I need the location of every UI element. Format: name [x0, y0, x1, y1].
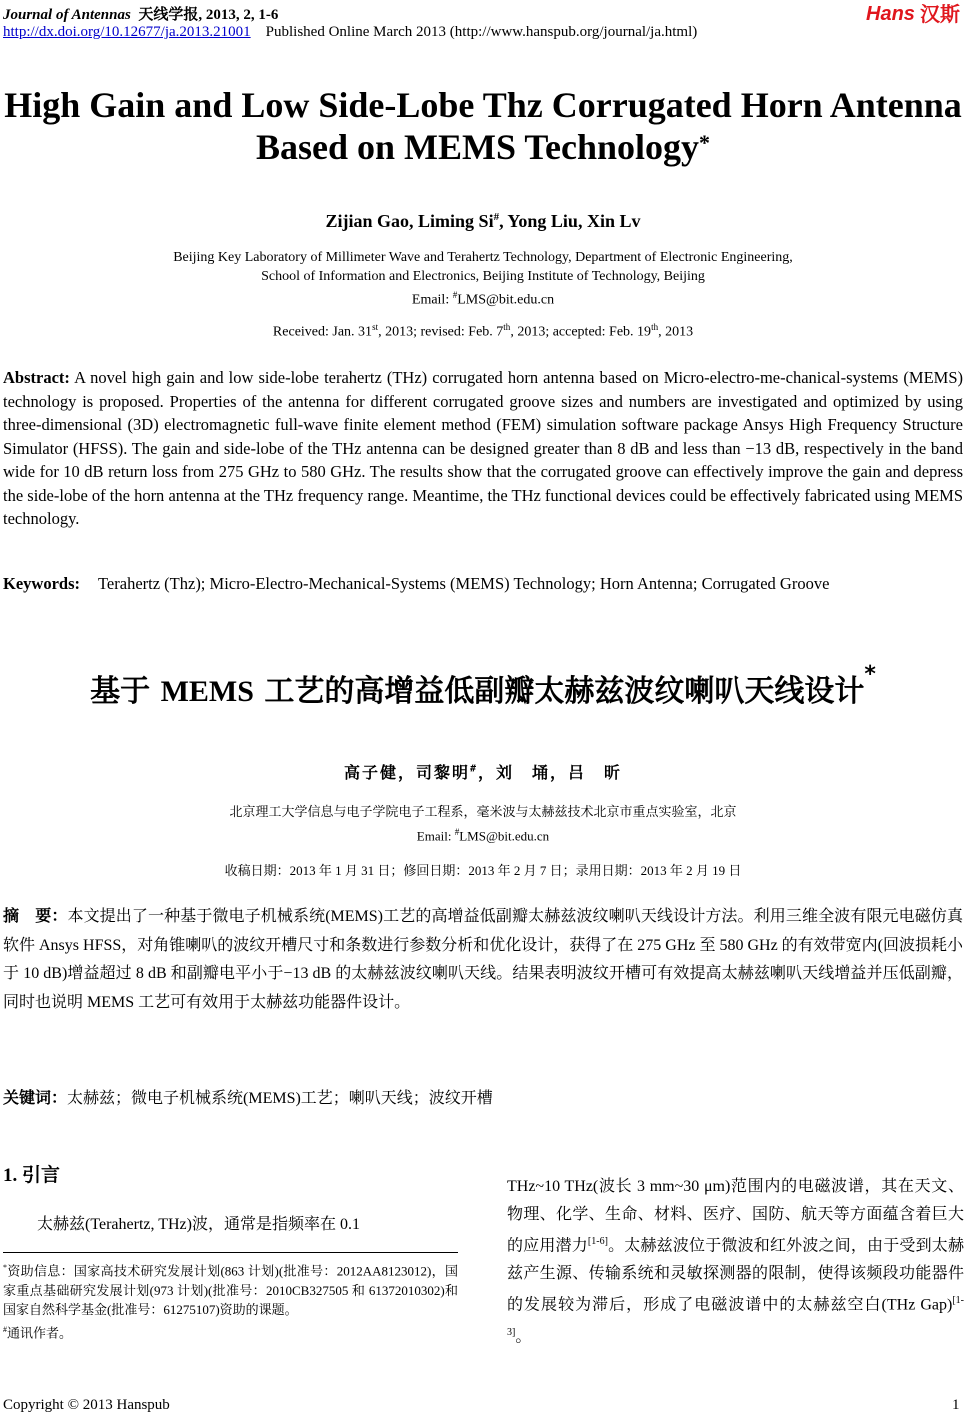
email-zh: Email: #LMS@bit.edu.cn — [416, 827, 550, 844]
keywords-text: Terahertz (Thz); Micro-Electro-Mechanical-Systems (MEMS) Technology; Horn Antenna; Corrugated Groove — [98, 574, 830, 593]
page-number: 1 — [952, 1397, 960, 1413]
authors-zh: 高子健，司黎明#，刘 埇，吕 昕 — [343, 763, 623, 782]
journal-issue: , 2013, 2, 1-6 — [198, 7, 279, 23]
section-heading-intro: 1. 引言 — [3, 1165, 61, 1186]
doi-line — [3, 24, 697, 41]
abstract-label: Abstract: — [3, 368, 70, 387]
abstract-zh-label: 摘 要： — [3, 908, 68, 925]
logo-text-en: Hans — [866, 3, 915, 24]
received-dates-zh: 收稿日期：2013 年 1 月 31 日；修回日期：2013 年 2 月 7 日；录用日期：2013 年 2 月 19 日 — [224, 863, 742, 878]
journal-name-cn: 天线学报 — [138, 7, 199, 23]
citation-2[interactable]: [1-3] — [507, 1295, 964, 1339]
affiliation-zh-line: 北京理工大学信息与电子学院电子工程系，毫米波与太赫兹技术北京市重点实验室，北京 — [229, 804, 737, 819]
published-info: Published Online March 2013 (http://www.hanspub.org/journal/ja.html) — [265, 24, 698, 40]
title-line-1: High Gain and Low Side-Lobe Thz Corrugated Horn Antenna — [4, 85, 962, 125]
authors-en: Zijian Gao, Liming Si#, Yong Liu, Xin Lv — [325, 211, 641, 231]
citation-1[interactable]: [1-6] — [587, 1236, 608, 1247]
abstract-en — [3, 366, 963, 531]
keywords-zh — [3, 1085, 963, 1108]
logo-text-cn: 汉斯 — [920, 2, 960, 24]
affiliation-en — [0, 249, 966, 310]
title-footnote-mark: * — [699, 130, 711, 155]
paper-title-en — [0, 84, 966, 168]
doi-link[interactable]: http://dx.doi.org/10.12677/ja.2013.21001 — [3, 24, 251, 40]
abstract-zh-text: 本文提出了一种基于微电子机械系统(MEMS)工艺的高增益低副瓣太赫兹波纹喇叭天线设计方法。利用三维全波有限元电磁仿真软件 Ansys HFSS，对角锥喇叭的波纹开槽尺寸和条数进行参数分析和优化设计，获得了在 275 GHz 至 580 GHz 的有效带宽内(回波损耗小于 10 dB)增益超过 8 dB 和副瓣电平小于−13 dB 的太赫兹波纹喇叭天线。结果表明波纹开槽可有效提高太赫兹喇叭天线增益并压低副瓣，同时也说明 MEMS 工艺可有效用于太赫兹功能器件设计。 — [3, 908, 964, 1011]
keywords-zh-text: 太赫兹；微电子机械系统(MEMS)工艺；喇叭天线；波纹开槽 — [67, 1090, 493, 1107]
keywords-label: Keywords: — [3, 574, 80, 593]
paper-title-zh: 基于 MEMS 工艺的高增益低副瓣太赫兹波纹喇叭天线设计* — [90, 662, 876, 709]
hans-logo — [866, 2, 962, 24]
email-address[interactable]: LMS@bit.edu.cn — [457, 292, 555, 308]
abstract-text: A novel high gain and low side-lobe terahertz (THz) corrugated horn antenna based on Micro-electro-me-chanical-systems (MEMS) technology is proposed. Properties of the antenna for different corrugated groove sizes and numbers are investigated and optimized by using three-dimensional (3D) electromagnetic full-wave finite element method (FEM) simulation software package Ansys High Frequency Structure Simulator (HFSS). The gain and side-lobe of the THz antenna can be designed greater than 8 dB and less than −13 dB, respectively in the band wide for 10 dB return loss from 275 GHz to 580 GHz. The results show that the corrugated groove can effectively improve the gain and depress the side-lobe of the horn antenna at the THz frequency range. Meantime, the THz functional devices could be effectively fabricated using MEMS technology. — [3, 368, 963, 528]
title-line-2: Based on MEMS Technology* — [255, 127, 711, 167]
corresponding-mark: # — [493, 211, 500, 223]
footnote-funding: *资助信息：国家高技术研究发展计划(863 计划)(批准号：2012AA8123012)，国家重点基础研究发展计划(973 计划)(批准号：2010CB327505 和 61372010302)和国家自然科学基金(批准号：61275107)资助的课题。 — [3, 1263, 458, 1318]
footnotes — [3, 1258, 458, 1343]
intro-paragraph-right: THz~10 THz(波长 3 mm~30 μm)范围内的电磁波谱，其在天文、物理、化学、生命、材料、医疗、国防、航天等方面蕴含着巨大的应用潜力[1-6]。太赫兹波位于微波和红外波之间，由于受到太赫兹产生源、传输系统和灵敏探测器的限制，使得该频段功能器件的发展较为滞后，形成了电磁波谱中的太赫兹空白(THz Gap)[1-3]。 — [507, 1178, 964, 1346]
affiliation-line-2: School of Information and Electronics, Beijing Institute of Technology, Beijing — [261, 268, 705, 284]
received-dates-en: Received: Jan. 31st, 2013; revised: Feb. 7th, 2013; accepted: Feb. 19th, 2013 — [272, 322, 694, 340]
affiliation-zh — [0, 802, 966, 846]
intro-paragraph-left: 太赫兹(Terahertz, THz)波，通常是指频率在 0.1 — [37, 1216, 360, 1233]
footnote-corresponding: #通讯作者。 — [3, 1324, 73, 1341]
email-en: Email: #LMS@bit.edu.cn — [411, 290, 555, 308]
journal-header — [3, 3, 278, 24]
keywords-zh-label: 关键词： — [3, 1090, 68, 1107]
abstract-zh — [3, 903, 963, 1017]
footnote-divider — [3, 1252, 458, 1253]
title-zh-footnote-mark: * — [864, 662, 876, 687]
affiliation-line-1: Beijing Key Laboratory of Millimeter Wave and Terahertz Technology, Department of Electronic Engineering, — [173, 250, 793, 265]
copyright-footer: Copyright © 2013 Hanspub — [3, 1397, 170, 1413]
journal-name: Journal of Antennas — [3, 7, 131, 23]
email-address-zh[interactable]: LMS@bit.edu.cn — [459, 828, 550, 844]
